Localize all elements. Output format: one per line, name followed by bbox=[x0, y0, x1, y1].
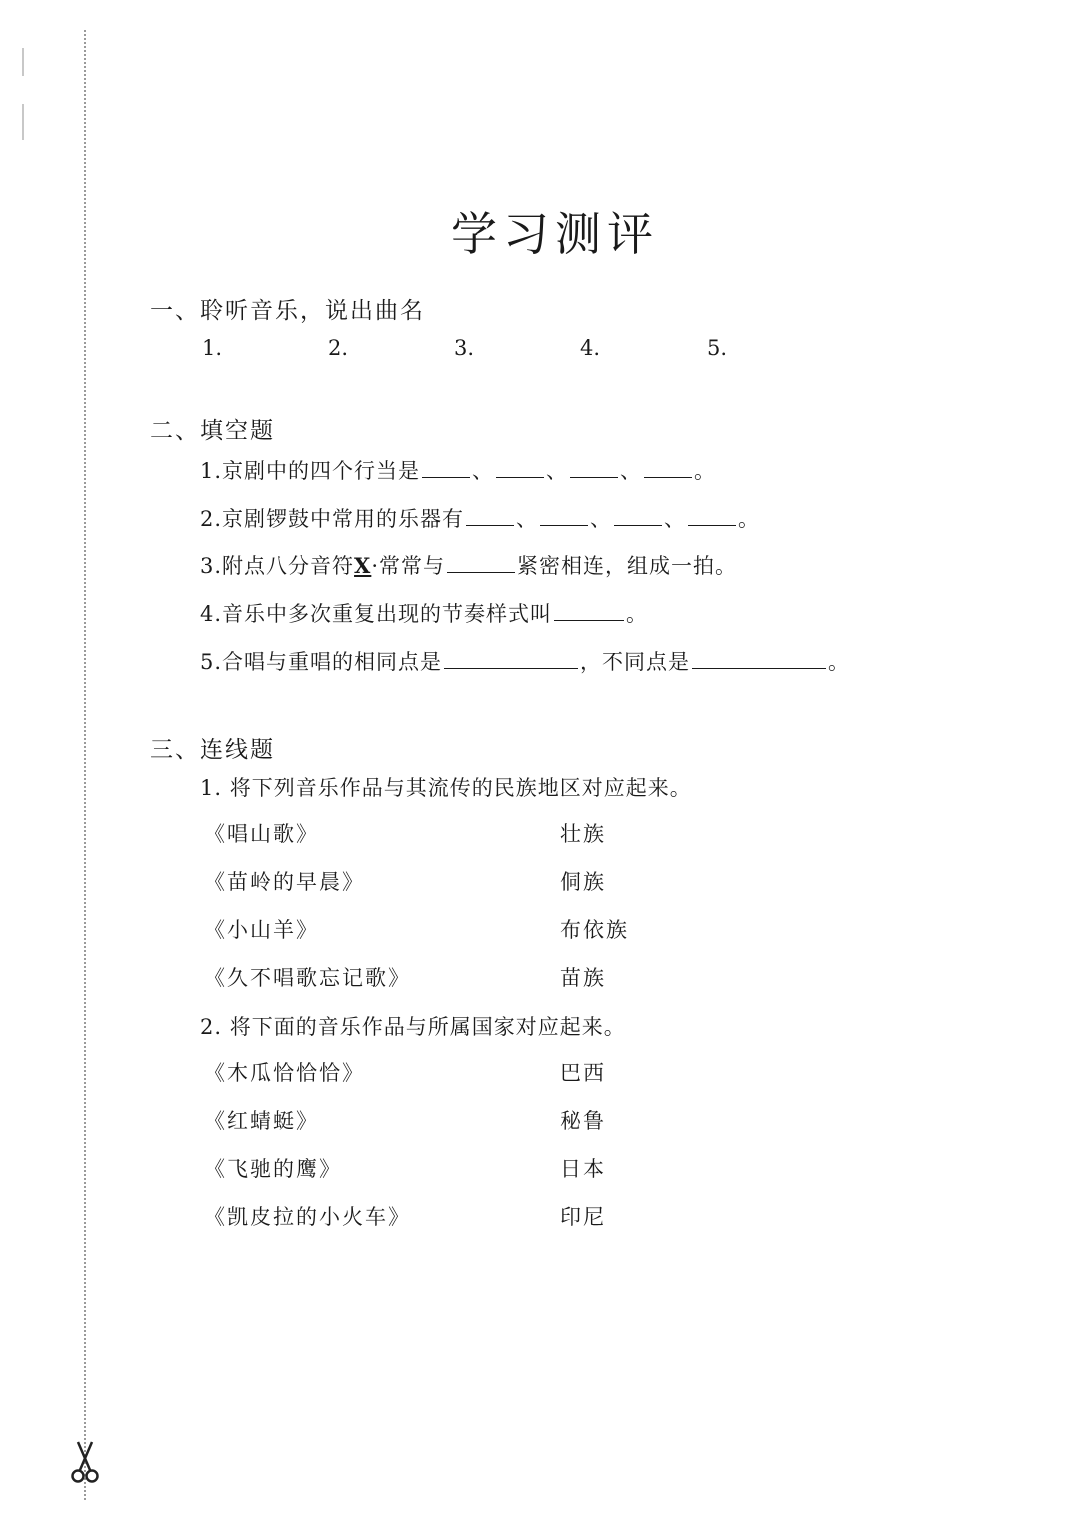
music-work-item[interactable]: 《飞驰的鹰》 bbox=[204, 1157, 342, 1181]
separator: 、 bbox=[516, 507, 539, 531]
section1-heading: 一、聆听音乐，说出曲名 bbox=[150, 298, 425, 324]
country-item[interactable]: 巴西 bbox=[560, 1061, 606, 1085]
fill-question-3 bbox=[200, 550, 737, 580]
matching-instruction-1: 1. 将下列音乐作品与其流传的民族地区对应起来。 bbox=[200, 776, 692, 800]
country-item[interactable]: 印尼 bbox=[560, 1205, 606, 1229]
question-text: 紧密相连，组成一拍。 bbox=[517, 554, 738, 578]
music-work-item[interactable]: 《红蜻蜓》 bbox=[204, 1109, 319, 1133]
music-work-item[interactable]: 《凯皮拉的小火车》 bbox=[204, 1205, 411, 1229]
section3-heading: 三、连线题 bbox=[150, 737, 275, 763]
fill-question-4 bbox=[200, 598, 648, 628]
music-work-item[interactable]: 《唱山歌》 bbox=[204, 822, 319, 846]
fill-question-2 bbox=[200, 503, 760, 533]
ethnic-group-item[interactable]: 侗族 bbox=[560, 870, 606, 894]
question-text: 2.京剧锣鼓中常用的乐器有 bbox=[200, 507, 465, 531]
listen-item-number: 5. bbox=[707, 336, 728, 360]
ethnic-group-item[interactable]: 苗族 bbox=[560, 966, 606, 990]
answer-blank[interactable] bbox=[644, 457, 692, 478]
ethnic-group-item[interactable]: 壮族 bbox=[560, 822, 606, 846]
answer-blank[interactable] bbox=[554, 600, 624, 621]
separator: 、 bbox=[472, 459, 495, 483]
scissors-icon bbox=[70, 1440, 100, 1484]
separator: 、 bbox=[590, 507, 613, 531]
music-work-item[interactable]: 《苗岭的早晨》 bbox=[204, 870, 365, 894]
ethnic-group-item[interactable]: 布依族 bbox=[560, 918, 629, 942]
answer-blank[interactable] bbox=[614, 505, 662, 526]
listen-item-number: 4. bbox=[580, 336, 601, 360]
question-text: ，不同点是 bbox=[580, 650, 691, 674]
question-text: 3.附点八分音符 bbox=[200, 554, 355, 578]
question-end: 。 bbox=[738, 507, 761, 531]
question-text: ·常常与 bbox=[371, 554, 446, 578]
page-edge-mark bbox=[22, 104, 24, 140]
country-item[interactable]: 日本 bbox=[560, 1157, 606, 1181]
music-work-item[interactable]: 《小山羊》 bbox=[204, 918, 319, 942]
music-work-item[interactable]: 《木瓜恰恰恰》 bbox=[204, 1061, 365, 1085]
fill-question-1 bbox=[200, 455, 716, 485]
answer-blank[interactable] bbox=[466, 505, 514, 526]
country-item[interactable]: 秘鲁 bbox=[560, 1109, 606, 1133]
question-text: 1.京剧中的四个行当是 bbox=[200, 459, 421, 483]
answer-blank[interactable] bbox=[540, 505, 588, 526]
answer-blank[interactable] bbox=[570, 457, 618, 478]
page-title: 学习测评 bbox=[451, 207, 659, 261]
separator: 、 bbox=[664, 507, 687, 531]
dotted-eighth-note-symbol: X bbox=[354, 553, 372, 578]
matching-instruction-2: 2. 将下面的音乐作品与所属国家对应起来。 bbox=[200, 1015, 626, 1039]
answer-blank[interactable] bbox=[496, 457, 544, 478]
answer-blank[interactable] bbox=[422, 457, 470, 478]
page-edge-mark bbox=[22, 48, 24, 76]
answer-blank[interactable] bbox=[688, 505, 736, 526]
question-text: 4.音乐中多次重复出现的节奏样式叫 bbox=[200, 602, 553, 626]
separator: 、 bbox=[620, 459, 643, 483]
question-text: 5.合唱与重唱的相同点是 bbox=[200, 650, 443, 674]
fill-question-5 bbox=[200, 646, 850, 676]
answer-blank[interactable] bbox=[447, 552, 515, 573]
question-end: 。 bbox=[694, 459, 717, 483]
listen-item-number: 3. bbox=[454, 336, 475, 360]
listen-item-number: 2. bbox=[328, 336, 349, 360]
separator: 、 bbox=[546, 459, 569, 483]
listen-item-number: 1. bbox=[202, 336, 223, 360]
answer-blank[interactable] bbox=[692, 648, 826, 669]
music-work-item[interactable]: 《久不唱歌忘记歌》 bbox=[204, 966, 411, 990]
section2-heading: 二、填空题 bbox=[150, 418, 275, 444]
answer-blank[interactable] bbox=[444, 648, 578, 669]
question-end: 。 bbox=[828, 650, 851, 674]
question-end: 。 bbox=[626, 602, 649, 626]
